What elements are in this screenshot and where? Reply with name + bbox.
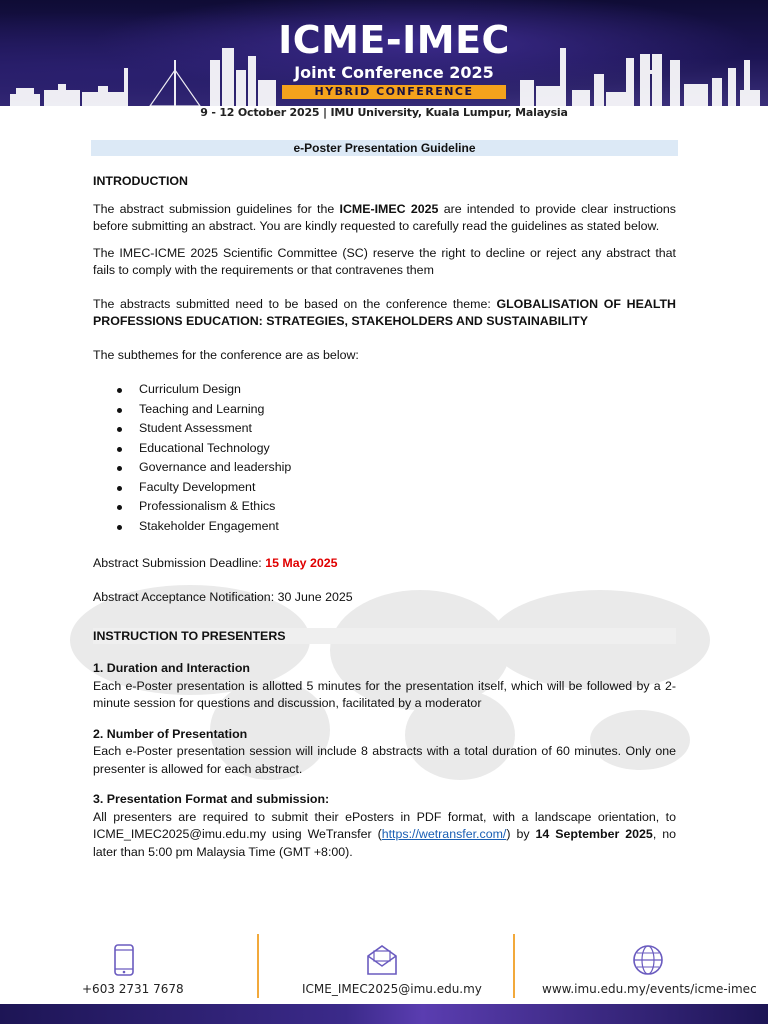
footer-email[interactable]: ICME_IMEC2025@imu.edu.my (302, 982, 482, 996)
section-3-heading: 3. Presentation Format and submission: (93, 792, 330, 806)
email-icon (366, 944, 398, 976)
instructions-heading: INSTRUCTION TO PRESENTERS (93, 628, 676, 644)
wetransfer-link[interactable]: https://wetransfer.com/ (381, 827, 507, 841)
submission-deadline: Abstract Submission Deadline: 15 May 2025 (93, 556, 338, 570)
acceptance-notification: Abstract Acceptance Notification: 30 June 2025 (93, 589, 353, 604)
header-banner (0, 0, 768, 106)
list-item: Faculty Development (93, 478, 676, 498)
section-2-text: Each e-Poster presentation session will include 8 abstracts with a total duration of 60 minutes. Only one presenter is allowed for each abstract. (93, 744, 676, 776)
footer-divider (257, 934, 259, 998)
document-title: e-Poster Presentation Guideline (91, 140, 678, 156)
list-item: Student Assessment (93, 419, 676, 439)
list-item: Teaching and Learning (93, 400, 676, 420)
theme-paragraph: The abstracts submitted need to be based on the conference theme: GLOBALISATION OF HEALTH PROFESSIONS EDUCATION: STRATEGIES, STAKEHOLDERS AND SUSTAINABILITY (93, 296, 677, 328)
intro-paragraph-2: The IMEC-ICME 2025 Scientific Committee (SC) reserve the right to decline or reject any abstract that fails to comply with the requirements or that contravenes them (93, 245, 676, 277)
list-item: Stakeholder Engagement (93, 517, 676, 537)
hybrid-badge: HYBRID CONFERENCE (282, 85, 506, 99)
document-body (93, 140, 676, 861)
phone-icon (113, 944, 135, 976)
list-item: Professionalism & Ethics (93, 497, 676, 517)
venue-date-line: 9 - 12 October 2025 | IMU University, Kuala Lumpur, Malaysia (200, 106, 568, 119)
section-1-heading: 1. Duration and Interaction (93, 661, 250, 675)
section-2-heading: 2. Number of Presentation (93, 726, 248, 741)
globe-icon (632, 944, 664, 976)
list-item: Governance and leadership (93, 458, 676, 478)
footer-band (0, 1004, 768, 1024)
conference-title: ICME-IMEC (278, 18, 510, 62)
deadline-date: 15 May 2025 (265, 556, 338, 570)
footer-website[interactable]: www.imu.edu.my/events/icme-imec (542, 982, 757, 996)
section-3-text: All presenters are required to submit their ePosters in PDF format, with a landscape orientation, to ICME_IMEC2025@imu.edu.my using WeTransfer (https://wetransfer.com/) by 14 September 2025, no later than 5:00 pm Malaysia Time (GMT +8:00). (93, 809, 676, 859)
footer-phone: +603 2731 7678 (82, 982, 184, 996)
list-item: Curriculum Design (93, 380, 676, 400)
subthemes-intro: The subthemes for the conference are as below: (93, 347, 359, 362)
subthemes-list (93, 380, 676, 536)
conference-subtitle: Joint Conference 2025 (294, 63, 494, 82)
intro-heading: INTRODUCTION (93, 174, 188, 188)
section-1-text: Each e-Poster presentation is allotted 5 minutes for the presentation itself, which will be followed by a 2-minute session for questions and discussion, facilitated by a moderator (93, 678, 676, 710)
intro-paragraph-1: The abstract submission guidelines for the ICME-IMEC 2025 are intended to provide clear instructions before submitting an abstract. You are kindly requested to carefully read the guidelines as stated below. (93, 201, 677, 233)
list-item: Educational Technology (93, 439, 676, 459)
footer-divider (513, 934, 515, 998)
